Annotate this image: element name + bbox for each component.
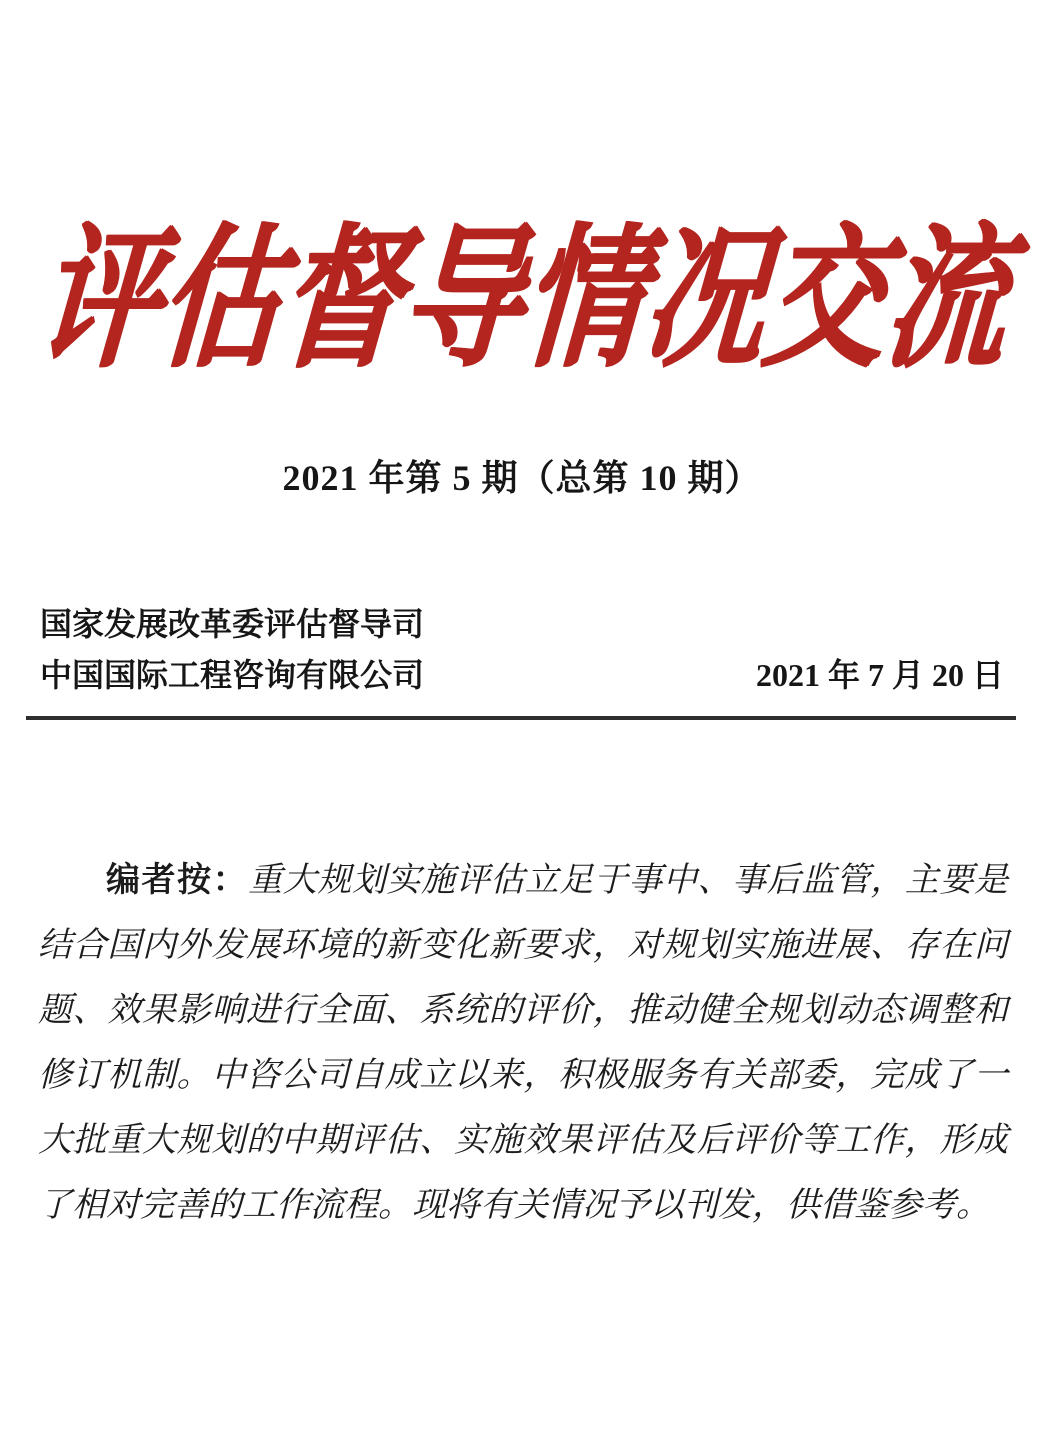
editor-note-body: 重大规划实施评估立足于事中、事后监管，主要是结合国内外发展环境的新变化新要求，对规划实施进展、存在问题、效果影响进行全面、系统的评价，推动健全规划动态调整和修订机制。中咨公司自成立以来，积极服务有关部委，完成了一大批重大规划的中期评估、实施效果评估及后评价等工作，形成了相对完善的工作流程。现将有关情况予以刊发，供借鉴参考。 <box>38 862 1009 1224</box>
issue-line: 2021 年第 5 期（总第 10 期） <box>282 458 762 498</box>
editor-note-paragraph <box>38 848 1008 1238</box>
publish-date: 2021 年 7 月 20 日 <box>755 657 1004 693</box>
publisher-block <box>40 599 424 701</box>
masthead <box>0 208 1044 398</box>
publisher-org-line-1: 国家发展改革委评估督导司 <box>40 606 425 642</box>
publisher-org-line-2: 中国国际工程咨询有限公司 <box>40 657 425 693</box>
header-divider <box>26 716 1016 720</box>
masthead-title: 评估督导情况交流 <box>31 214 1015 385</box>
editor-note-label: 编者按： <box>106 862 249 899</box>
publisher-row <box>40 599 1004 701</box>
